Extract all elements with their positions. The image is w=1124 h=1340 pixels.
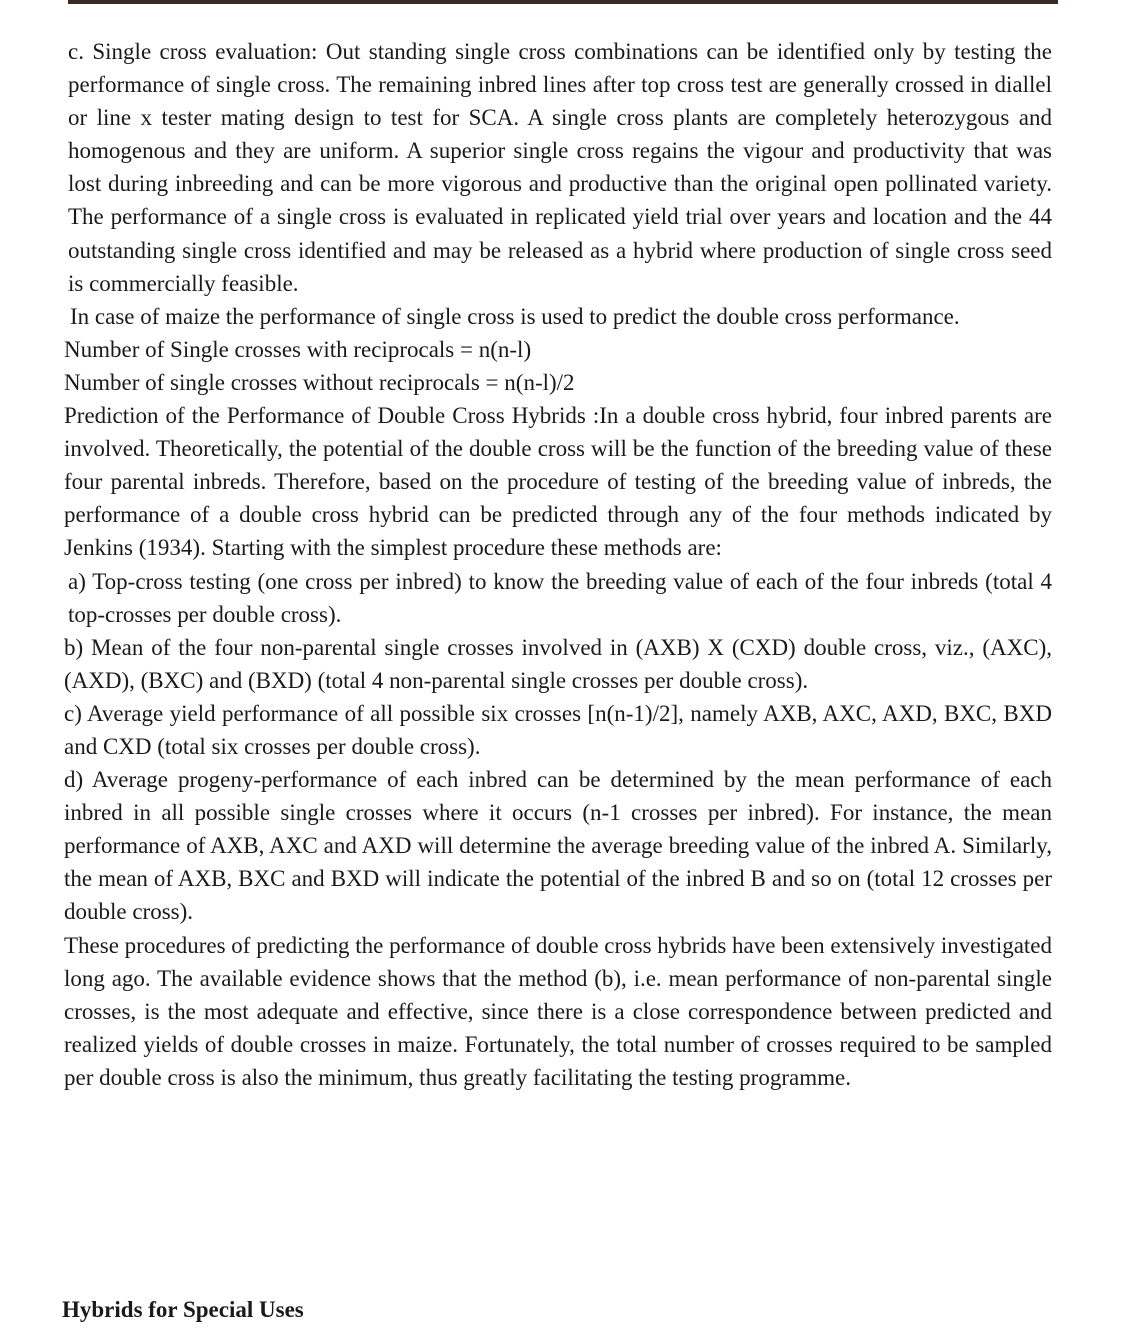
page-top-rule xyxy=(68,0,1058,4)
section-heading: Hybrids for Special Uses xyxy=(62,1297,304,1322)
list-item-method-d: d) Average progeny-performance of each inbred can be determined by the mean performance of each inbred in all possible single crosses where it occurs (n-1 crosses per inbred). For instance, the mean performance of AXB, AXC and AXD will determine the average breeding value of the inbred A. Similarly, the mean of AXB, BXC and BXD will indicate the potential of the inbred B and so on (total 12 crosses per double cross). xyxy=(64,767,1052,925)
list-item-method-c: c) Average yield performance of all possible six crosses [n(n-1)/2], namely AXB, AXC, AXD, BXC, BXD and CXD (total six crosses per double cross). xyxy=(64,700,1052,759)
paragraph-single-cross-evaluation: c. Single cross evaluation: Out standing single cross combinations can be identified only by testing the performance of single cross. The remaining inbred lines after top cross test are generally crossed in diallel or line x tester mating design to test for SCA. A single cross plants are completely heterozygous and homogenous and they are uniform. A superior single cross regains the vigour and productivity that was lost during inbreeding and can be more vigorous and productive than the original open pollinated variety. The performance of a single cross is evaluated in replicated yield trial over years and location and the 44 outstanding single cross identified and may be released as a hybrid where production of single cross seed is commercially feasible. xyxy=(68,39,1052,296)
formula-with-reciprocals: Number of Single crosses with reciprocals = n(n-l) xyxy=(64,336,532,362)
formula-without-reciprocals: Number of single crosses without reciprocals = n(n-l)/2 xyxy=(64,369,575,395)
paragraph-maize-case: In case of maize the performance of single cross is used to predict the double cross performance. xyxy=(70,303,960,329)
list-item-method-a: a) Top-cross testing (one cross per inbred) to know the breeding value of each of the four inbreds (total 4 top-crosses per double cross). xyxy=(68,568,1052,627)
paragraph-conclusion: These procedures of predicting the performance of double cross hybrids have been extensively investigated long ago. The available evidence shows that the method (b), i.e. mean performance of non-parental single crosses, is the most adequate and effective, since there is a close correspondence between predicted and realized yields of double crosses in maize. Fortunately, the total number of crosses required to be sampled per double cross is also the minimum, thus greatly facilitating the testing programme. xyxy=(64,932,1053,1090)
list-item-method-b: b) Mean of the four non-parental single crosses involved in (AXB) X (CXD) double cross, viz., (AXC), (AXD), (BXC) and (BXD) (total 4 non-parental single crosses per double cross). xyxy=(64,634,1052,693)
document-page xyxy=(64,35,1052,1094)
paragraph-prediction: Prediction of the Performance of Double Cross Hybrids :In a double cross hybrid, four inbred parents are involved. Theoretically, the potential of the double cross will be the function of the breeding value of these four parental inbreds. Therefore, based on the procedure of testing of the breeding value of inbreds, the performance of a double cross hybrid can be predicted through any of the four methods indicated by Jenkins (1934). Starting with the simplest procedure these methods are: xyxy=(64,403,1052,561)
